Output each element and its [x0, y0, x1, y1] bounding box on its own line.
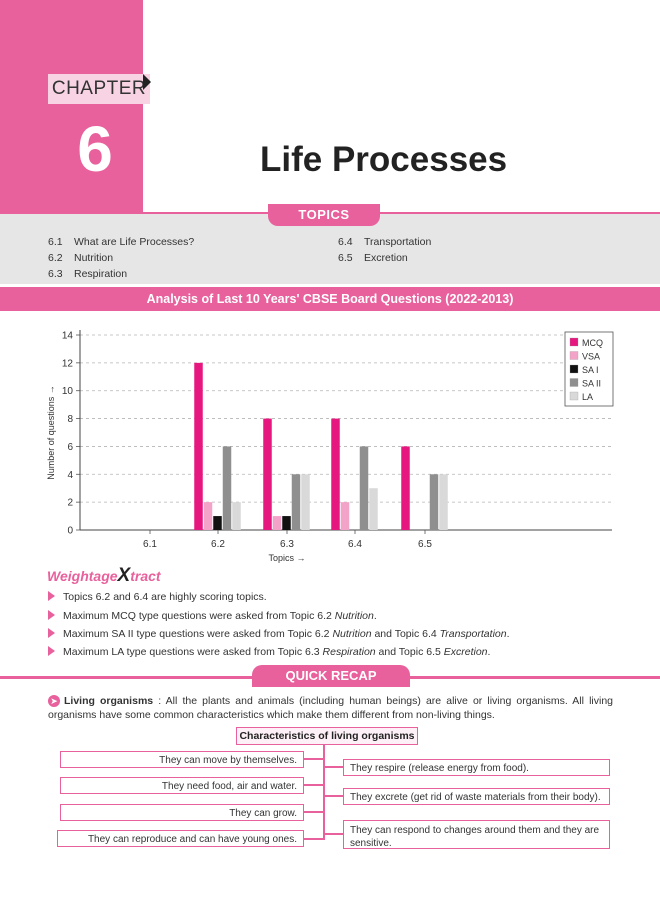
y-tick-label: 10: [61, 386, 73, 398]
legend-swatch: [570, 338, 578, 346]
bar: [360, 446, 369, 530]
chapter-title: Life Processes: [260, 140, 508, 179]
x-tick-label: 6.5: [418, 539, 432, 550]
recap-bullet-icon: ➤: [48, 695, 60, 707]
characteristic-box: They can respond to changes around them and they are sensitive.: [343, 820, 610, 849]
legend-label: VSA: [582, 351, 601, 362]
bar: [341, 502, 350, 530]
characteristic-box: They need food, air and water.: [60, 777, 304, 794]
characteristic-box: They respire (release energy from food).: [343, 759, 610, 776]
legend-swatch: [570, 352, 578, 360]
quick-recap-label: QUICK RECAP: [252, 665, 410, 687]
bar: [439, 474, 448, 530]
chapter-label: CHAPTER: [48, 74, 150, 104]
bar: [301, 474, 310, 530]
y-tick-label: 2: [67, 497, 73, 509]
legend-label: SA I: [582, 365, 599, 375]
characteristic-box: They can move by themselves.: [60, 751, 304, 768]
connector: [325, 766, 343, 768]
bar: [331, 419, 340, 530]
characteristic-box: They can reproduce and can have young ones.: [57, 830, 304, 847]
bar: [194, 363, 203, 530]
legend-swatch: [570, 365, 578, 373]
bar: [232, 502, 241, 530]
weightage-title: WeightageXtract: [47, 565, 161, 586]
weightage-bullet: Maximum SA II type questions were asked from Topic 6.2 Nutrition and Topic 6.4 Transportation.: [48, 628, 510, 640]
connector: [304, 784, 323, 786]
chapter-number: 6: [77, 113, 113, 185]
bar: [213, 516, 222, 530]
legend-label: MCQ: [582, 338, 603, 348]
bar: [430, 474, 439, 530]
topic-item: 6.1 What are Life Processes?: [48, 236, 195, 248]
analysis-title: Analysis of Last 10 Years' CBSE Board Questions (2022-2013): [0, 287, 660, 311]
topic-item: 6.5 Excretion: [338, 252, 408, 264]
y-tick-label: 12: [61, 358, 73, 370]
y-tick-label: 0: [67, 525, 73, 537]
y-axis-label: Number of questions →: [46, 385, 56, 480]
arrow-bullet-icon: [48, 628, 55, 638]
x-tick-label: 6.1: [143, 539, 157, 550]
x-axis-label: Topics →: [268, 553, 306, 563]
legend-swatch: [570, 392, 578, 400]
legend-label: LA: [582, 392, 594, 402]
weightage-bullet: Maximum MCQ type questions were asked from Topic 6.2 Nutrition.: [48, 610, 377, 622]
topic-item: 6.2 Nutrition: [48, 252, 114, 264]
x-tick-label: 6.2: [211, 539, 225, 550]
chapter-tab-tail: [143, 74, 151, 90]
diagram-stem: [323, 745, 325, 840]
legend-swatch: [570, 379, 578, 387]
bar: [401, 446, 410, 530]
connector: [304, 758, 323, 760]
bar-chart: [30, 320, 630, 565]
y-tick-label: 8: [67, 414, 73, 426]
y-tick-label: 6: [67, 441, 73, 453]
topics-label: TOPICS: [268, 204, 380, 226]
topic-item: 6.4 Transportation: [338, 236, 432, 248]
connector: [325, 833, 343, 835]
arrow-bullet-icon: [48, 591, 55, 601]
topic-item: 6.3 Respiration: [48, 268, 128, 280]
connector: [304, 811, 323, 813]
weightage-bullet: Maximum LA type questions were asked from Topic 6.3 Respiration and Topic 6.5 Excretion.: [48, 646, 490, 658]
characteristic-box: They excrete (get rid of waste materials from their body).: [343, 788, 610, 805]
characteristics-title: Characteristics of living organisms: [236, 727, 418, 745]
bar: [263, 419, 272, 530]
arrow-bullet-icon: [48, 610, 55, 620]
characteristic-box: They can grow.: [60, 804, 304, 821]
y-tick-label: 14: [61, 330, 73, 342]
connector: [325, 795, 343, 797]
bar: [292, 474, 301, 530]
x-tick-label: 6.4: [348, 539, 362, 550]
x-tick-label: 6.3: [280, 539, 294, 550]
arrow-bullet-icon: [48, 646, 55, 656]
bar: [369, 488, 378, 530]
bar: [273, 516, 282, 530]
legend-label: SA II: [582, 378, 602, 389]
bar: [204, 502, 213, 530]
connector: [304, 838, 323, 840]
bar: [223, 446, 232, 530]
bar: [282, 516, 291, 530]
y-tick-label: 4: [67, 469, 73, 481]
living-organisms-paragraph: Living organisms : All the plants and animals (including human beings) are alive or living organisms. All living organisms have some common characteristics which make them different from non-living things.: [48, 695, 613, 721]
weightage-bullet: Topics 6.2 and 6.4 are highly scoring topics.: [48, 591, 267, 603]
